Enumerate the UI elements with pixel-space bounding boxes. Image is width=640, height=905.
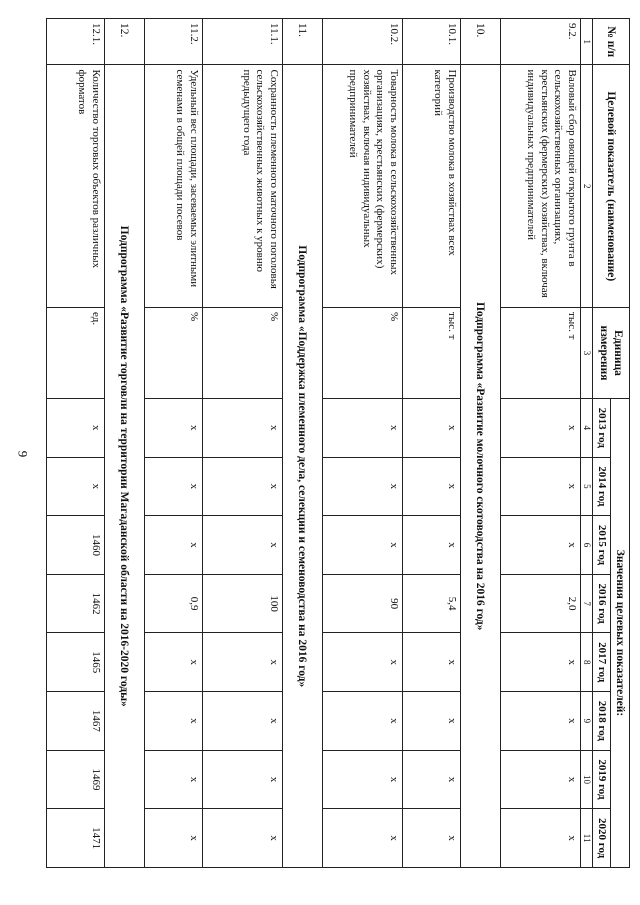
- value-cell: х: [202, 692, 282, 751]
- value-cell: 1462: [46, 574, 104, 633]
- value-cell: х: [144, 692, 202, 751]
- value-cell: 1471: [46, 809, 104, 868]
- table-row: [322, 19, 402, 868]
- section-row: [460, 19, 500, 868]
- value-cell: 1467: [46, 692, 104, 751]
- value-cell: х: [500, 633, 580, 692]
- column-number: 1: [580, 19, 592, 65]
- value-cell: х: [144, 516, 202, 575]
- section-title: Подпрограмма «Поддержка племенного дела, селекции и семеноводства на 2016 год»: [282, 65, 322, 868]
- value-cell: 1469: [46, 750, 104, 809]
- row-number: 12.1.: [46, 19, 104, 65]
- value-cell: 1460: [46, 516, 104, 575]
- section-number: 11.: [282, 19, 322, 65]
- header-year: 2014 год: [592, 457, 610, 516]
- indicator-name: Количество торговых объектов различных форматов: [46, 65, 104, 308]
- column-number: 4: [580, 398, 592, 457]
- column-number: 9: [580, 692, 592, 751]
- row-number: 10.2.: [322, 19, 402, 65]
- section-row: [104, 19, 144, 868]
- table-row: [46, 19, 104, 868]
- section-number: 12.: [104, 19, 144, 65]
- value-cell: 100: [202, 574, 282, 633]
- indicator-name: Производство молока в хозяйствах всех категорий: [402, 65, 460, 308]
- value-cell: х: [500, 692, 580, 751]
- header-year: 2019 год: [592, 750, 610, 809]
- column-number: 5: [580, 457, 592, 516]
- table-row: [402, 19, 460, 868]
- header-year: 2018 год: [592, 692, 610, 751]
- value-cell: х: [202, 457, 282, 516]
- row-number: 11.2.: [144, 19, 202, 65]
- value-cell: х: [402, 809, 460, 868]
- section-title: Подпрограмма «Развитие молочного скотоводства на 2016 год»: [460, 65, 500, 868]
- indicator-name: Товарность молока в сельскохозяйственных организациях, крестьянских (фермерских) хозяйствах, включая индивидуальных предпринимателей: [322, 65, 402, 308]
- header-year: 2015 год: [592, 516, 610, 575]
- value-cell: 1465: [46, 633, 104, 692]
- value-cell: х: [46, 457, 104, 516]
- header-year: 2016 год: [592, 574, 610, 633]
- section-number: 10.: [460, 19, 500, 65]
- value-cell: х: [500, 457, 580, 516]
- indicator-name: Удельный вес площади, засеваемых элитными семенами в общей площади посевов: [144, 65, 202, 308]
- value-cell: х: [144, 398, 202, 457]
- value-cell: х: [322, 750, 402, 809]
- column-number: 10: [580, 750, 592, 809]
- value-cell: 2,0: [500, 574, 580, 633]
- value-cell: х: [144, 750, 202, 809]
- row-number: 11.1.: [202, 19, 282, 65]
- value-cell: х: [402, 457, 460, 516]
- value-cell: х: [144, 809, 202, 868]
- value-cell: х: [322, 398, 402, 457]
- value-cell: х: [144, 633, 202, 692]
- value-cell: 90: [322, 574, 402, 633]
- unit-cell: тыс. т: [500, 308, 580, 399]
- value-cell: х: [402, 516, 460, 575]
- value-cell: х: [202, 750, 282, 809]
- value-cell: х: [322, 692, 402, 751]
- header-no: № п/п: [592, 19, 629, 65]
- target-indicators-table: [46, 18, 630, 868]
- column-number-row: [580, 19, 592, 868]
- header-values-group: Значения целевых показателей:: [610, 398, 629, 867]
- value-cell: х: [202, 809, 282, 868]
- unit-cell: тыс. т: [402, 308, 460, 399]
- unit-cell: %: [322, 308, 402, 399]
- header-indicator: Целевой показатель (наименование): [592, 65, 629, 308]
- column-number: 8: [580, 633, 592, 692]
- indicator-name: Сохранность племенного маточного поголовья сельскохозяйственных животных к уровню предыдущего года: [202, 65, 282, 308]
- value-cell: х: [202, 633, 282, 692]
- section-row: [282, 19, 322, 868]
- value-cell: 5,4: [402, 574, 460, 633]
- row-number: 10.1.: [402, 19, 460, 65]
- rotated-page: [76, 18, 630, 868]
- table-body: [46, 19, 580, 868]
- column-number: 6: [580, 516, 592, 575]
- value-cell: х: [500, 516, 580, 575]
- value-cell: х: [322, 809, 402, 868]
- value-cell: х: [144, 457, 202, 516]
- value-cell: х: [322, 633, 402, 692]
- header-unit: Единица измерения: [592, 308, 629, 399]
- column-number: 11: [580, 809, 592, 868]
- row-number: 9.2.: [500, 19, 580, 65]
- header-year: 2020 год: [592, 809, 610, 868]
- column-number: 3: [580, 308, 592, 399]
- value-cell: х: [402, 692, 460, 751]
- value-cell: 0,9: [144, 574, 202, 633]
- header-year: 2017 год: [592, 633, 610, 692]
- value-cell: х: [322, 516, 402, 575]
- section-title: Подпрограмма «Развитие торговли на территории Магаданской области на 2016-2020 годы»: [104, 65, 144, 868]
- header-year: 2013 год: [592, 398, 610, 457]
- unit-cell: %: [202, 308, 282, 399]
- value-cell: х: [500, 750, 580, 809]
- column-number: 7: [580, 574, 592, 633]
- value-cell: х: [500, 809, 580, 868]
- value-cell: х: [500, 398, 580, 457]
- value-cell: х: [202, 398, 282, 457]
- value-cell: х: [402, 398, 460, 457]
- indicator-name: Валовый сбор овощей открытого грунта в сельскохозяйственных организациях, крестьянских (фермерских) хозяйствах, включая индивидуальных предпринимателей: [500, 65, 580, 308]
- value-cell: х: [46, 398, 104, 457]
- table-row: [500, 19, 580, 868]
- landscape-table-container: [76, 18, 630, 868]
- value-cell: х: [402, 750, 460, 809]
- value-cell: х: [402, 633, 460, 692]
- column-number: 2: [580, 65, 592, 308]
- value-cell: х: [202, 516, 282, 575]
- unit-cell: ед.: [46, 308, 104, 399]
- unit-cell: %: [144, 308, 202, 399]
- table-row: [144, 19, 202, 868]
- table-row: [202, 19, 282, 868]
- page-number: 9: [15, 450, 31, 458]
- value-cell: х: [322, 457, 402, 516]
